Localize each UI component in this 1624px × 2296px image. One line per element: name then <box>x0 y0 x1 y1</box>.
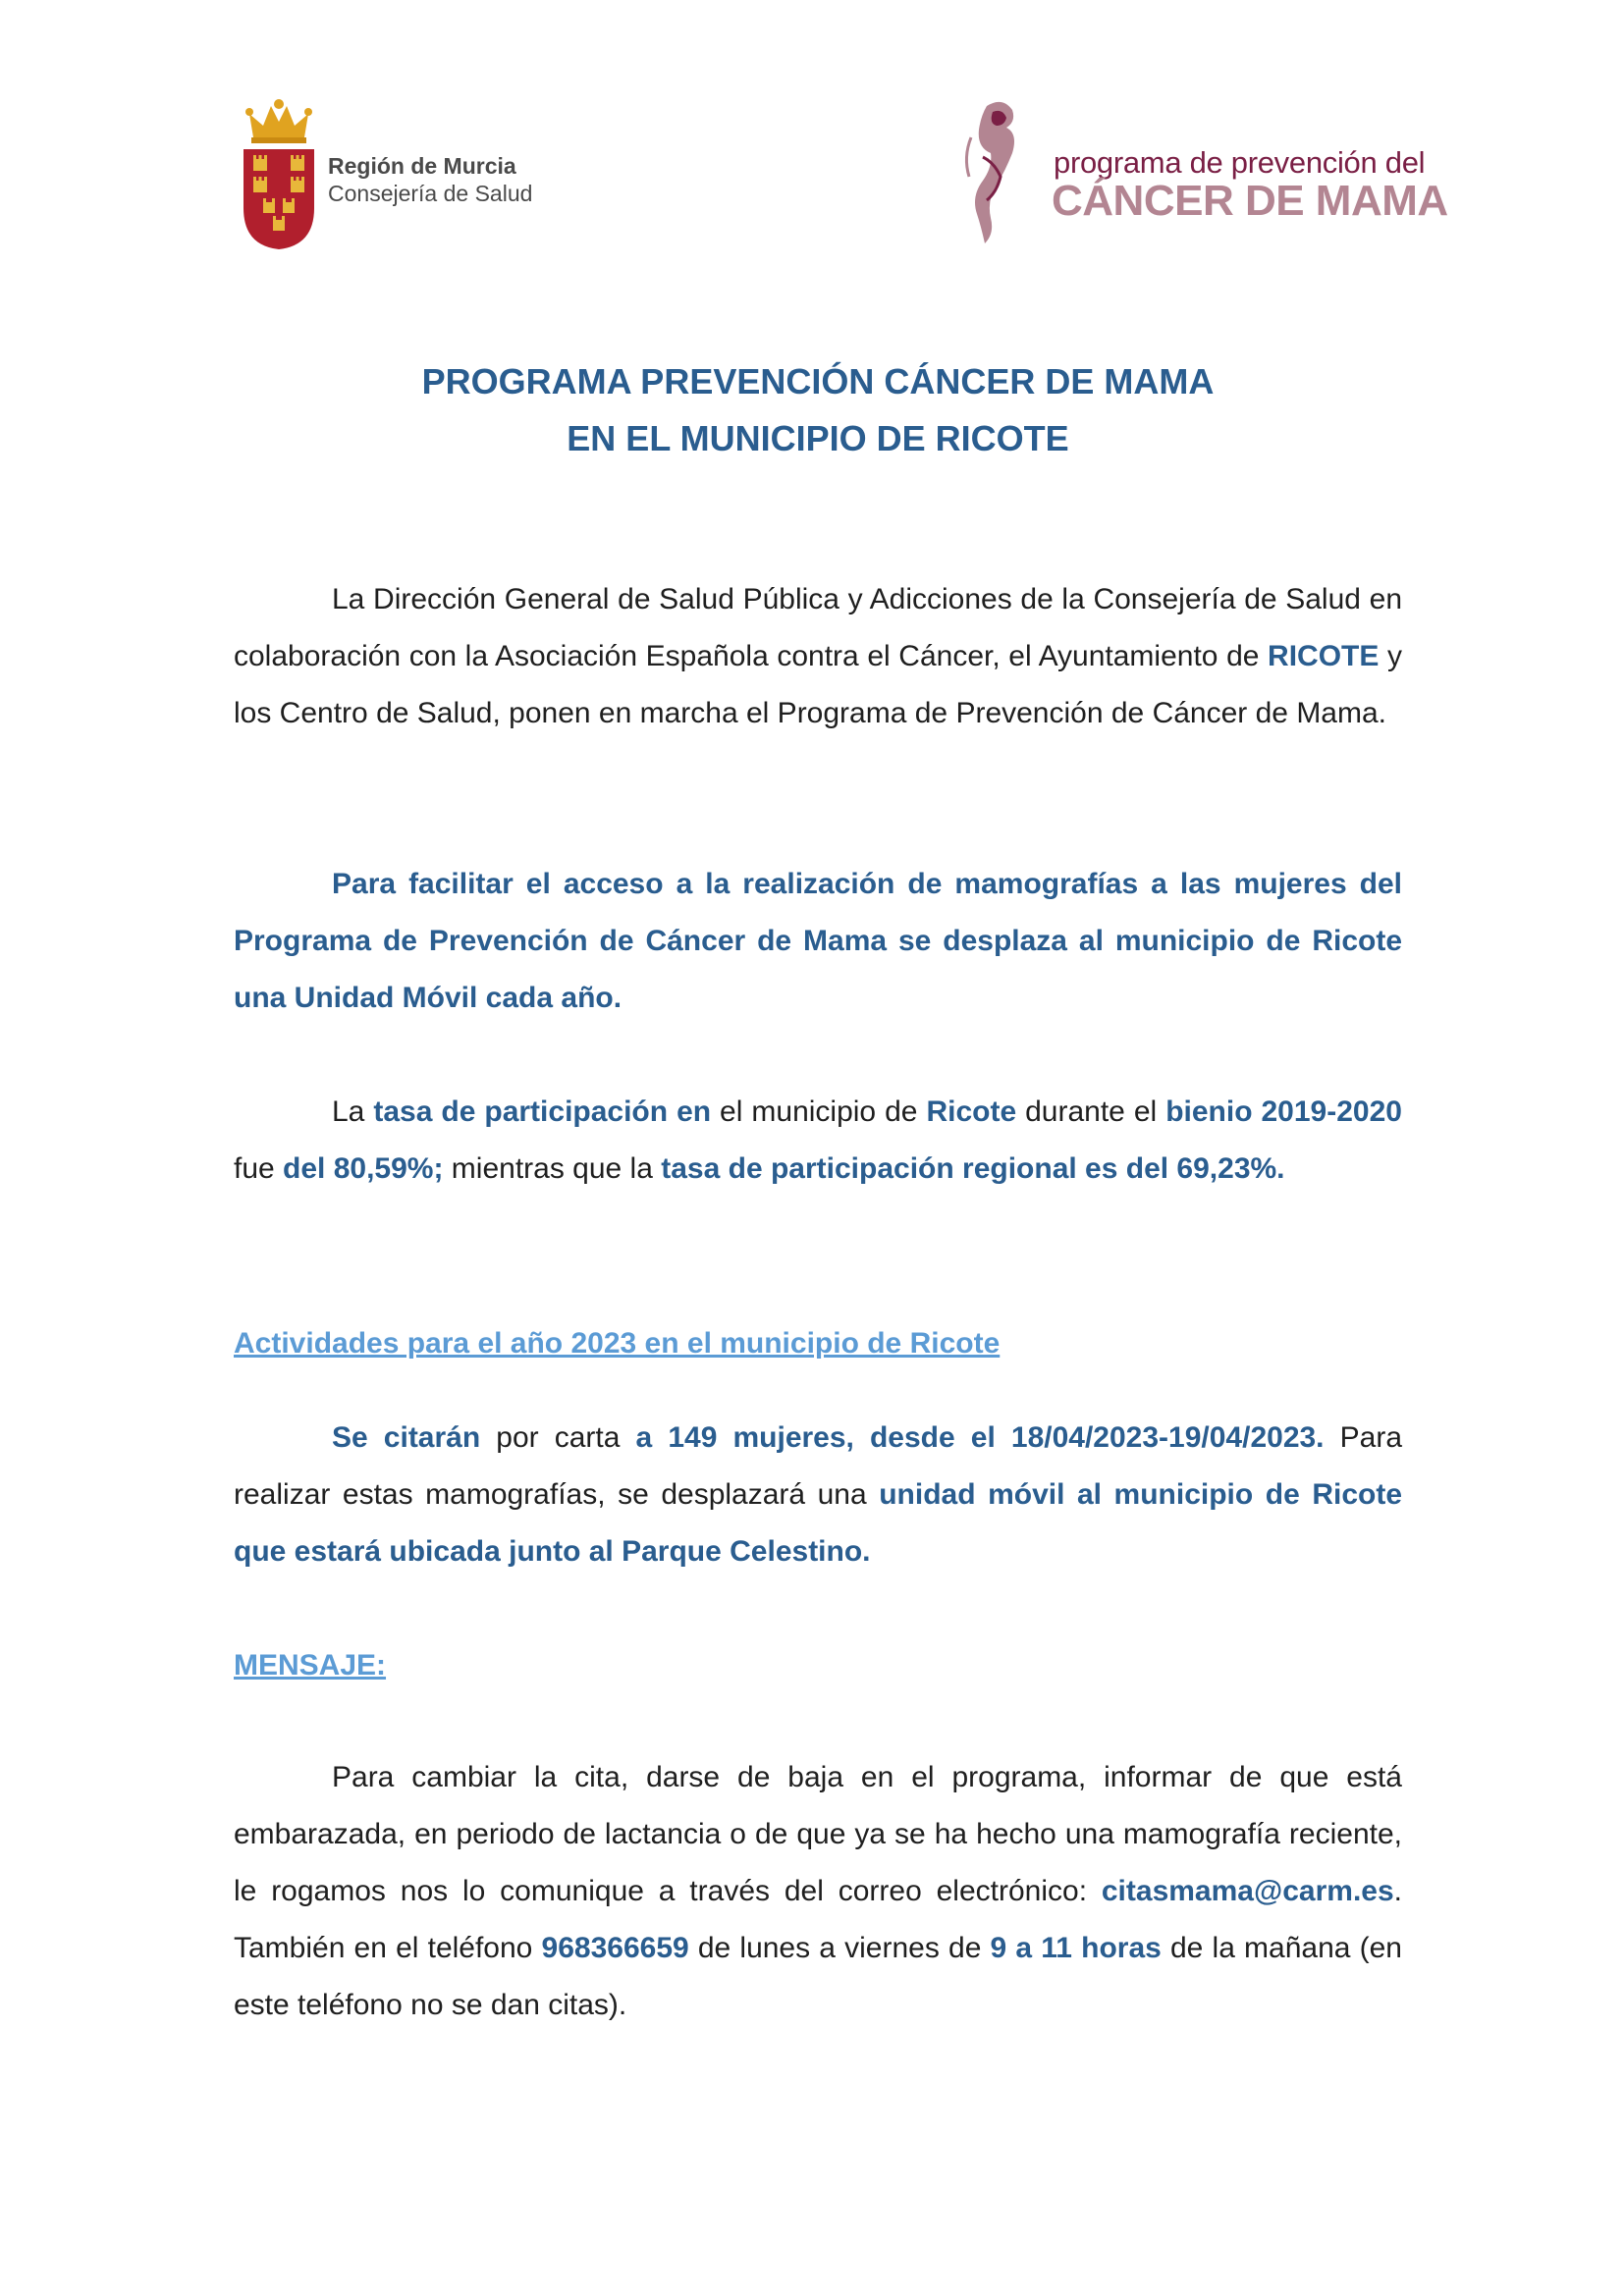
activities-text-1: por carta <box>480 1421 636 1454</box>
participation-text-1: La <box>332 1095 374 1128</box>
title-line2: EN EL MUNICIPIO DE RICOTE <box>567 418 1069 458</box>
activities-bold-2: a 149 mujeres, desde el 18/04/2023-19/04/2023. <box>635 1421 1325 1454</box>
region-murcia-logo <box>240 98 564 255</box>
contact-email[interactable]: citasmama@carm.es <box>1101 1875 1394 1907</box>
participation-bold-3: bienio 2019-2020 <box>1165 1095 1402 1128</box>
activities-bold-3: unidad móvil al municipio de Ricote que estará ubicada junto al Parque Celestino. <box>234 1478 1402 1568</box>
access-paragraph: Para facilitar el acceso a la realización de mamografías a las mujeres del Programa de Prevención de Cáncer de Mama se desplaza al municipio de Ricote una Unidad Móvil cada año. <box>234 868 1402 1014</box>
intro-paragraph <box>234 571 1402 742</box>
participation-bold-2: Ricote <box>926 1095 1017 1128</box>
activities-bold-1: Se citarán <box>332 1421 481 1454</box>
activities-text-2: Para realizar estas mamografías, se desplazará una <box>234 1421 1402 1511</box>
message-text-1: Para cambiar la cita, darse de baja en el programa, informar de que está embarazada, en periodo de lactancia o de que ya se ha hecho una mamografía reciente, le rogamos nos lo comunique a través del correo electrónico: <box>234 1761 1402 1907</box>
message-paragraph <box>234 1749 1402 2034</box>
intro-text-2: y los Centro de Salud, ponen en marcha el Programa de Prevención de Cáncer de Mama. <box>234 640 1402 729</box>
participation-text-3: durante el <box>1016 1095 1166 1128</box>
participation-bold-5: tasa de participación regional es del 69,23%. <box>661 1152 1285 1185</box>
region-murcia-shield-icon <box>240 98 318 251</box>
title-line1: PROGRAMA PREVENCIÓN CÁNCER DE MAMA <box>421 361 1215 401</box>
region-name: Región de Murcia <box>328 153 516 179</box>
contact-phone[interactable]: 968366659 <box>541 1932 689 1964</box>
participation-text-4: fue <box>234 1152 284 1185</box>
page-title <box>234 353 1402 467</box>
contact-hours: 9 a 11 horas <box>990 1932 1162 1964</box>
region-department: Consejería de Salud <box>328 181 533 206</box>
message-text-4: de la mañana (en este teléfono no se dan citas). <box>234 1932 1402 2021</box>
activities-heading: Actividades para el año 2023 en el municipio de Ricote <box>234 1327 1001 1360</box>
participation-bold-1: tasa de participación en <box>373 1095 712 1128</box>
message-heading: MENSAJE: <box>234 1649 387 1682</box>
program-logo-line1: programa de prevención del <box>1054 145 1426 180</box>
program-logo <box>957 98 1448 245</box>
program-logo-line2: CÁNCER DE MAMA <box>1052 177 1448 225</box>
message-text-2: . También en el teléfono <box>234 1875 1402 1964</box>
participation-text-2: el municipio de <box>711 1095 927 1128</box>
participation-text-5: mientras que la <box>443 1152 662 1185</box>
intro-text-1: La Dirección General de Salud Pública y Adicciones de la Consejería de Salud en colaboración con la Asociación Española contra el Cáncer, el Ayuntamiento de <box>234 583 1402 672</box>
message-text-3: de lunes a viernes de <box>688 1932 991 1964</box>
intro-municipality: RICOTE <box>1268 640 1380 672</box>
participation-paragraph <box>234 1084 1402 1198</box>
participation-bold-4: del 80,59%; <box>283 1152 444 1185</box>
woman-figure-icon <box>957 98 1034 245</box>
activities-paragraph <box>234 1410 1402 1580</box>
